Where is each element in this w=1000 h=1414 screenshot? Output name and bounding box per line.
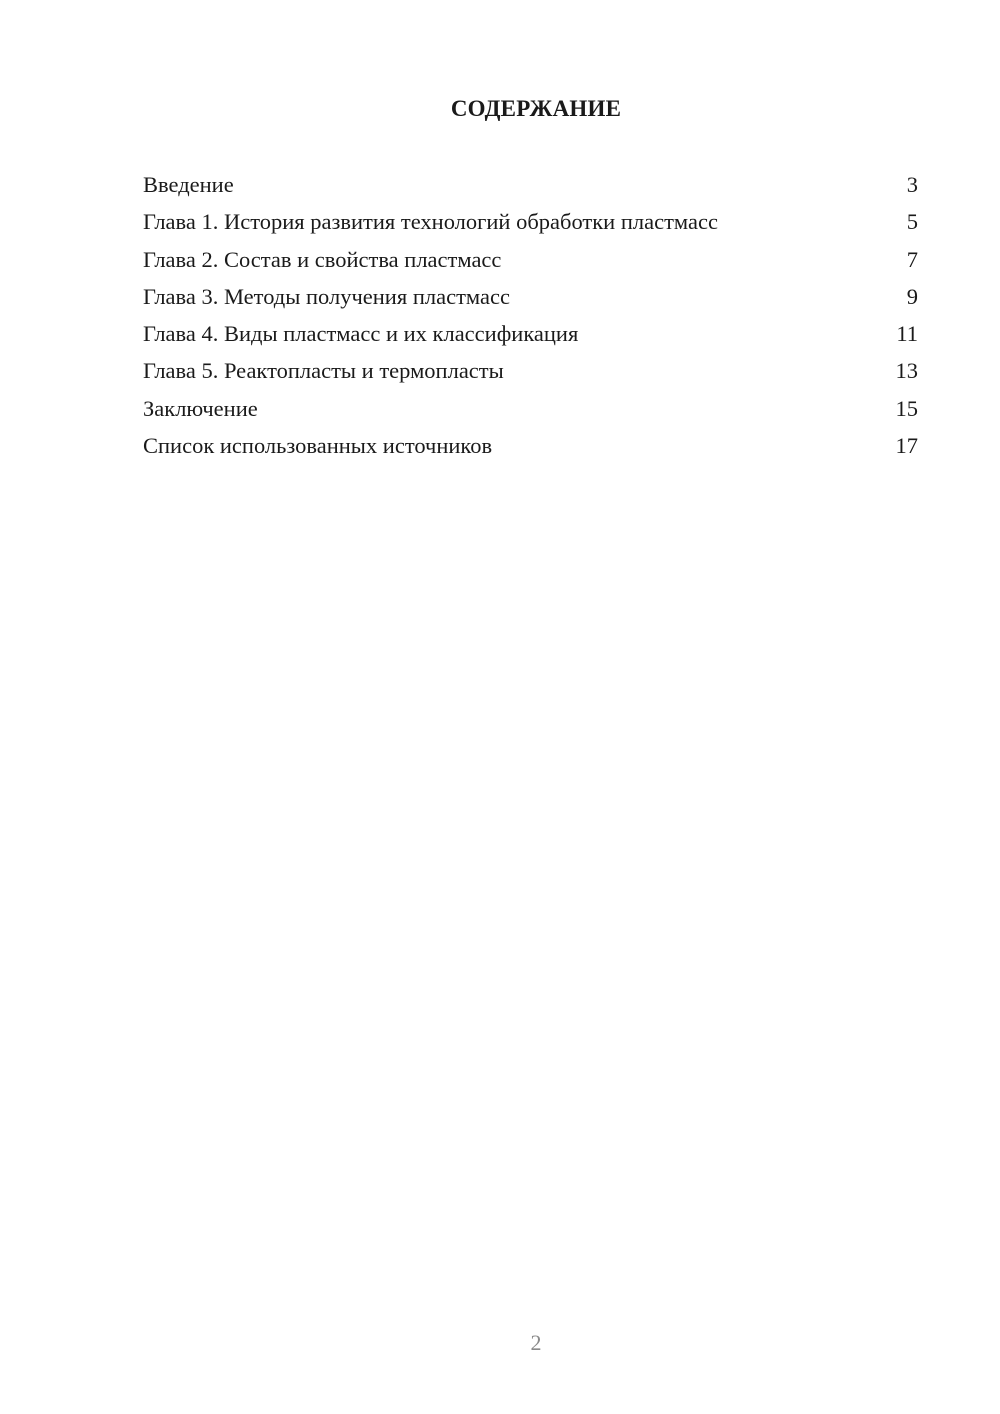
toc-entry-page: 17 [895,433,918,459]
toc-entry-page: 5 [906,209,918,235]
toc-entry-label: Введение [143,172,234,197]
toc-entry-page: 13 [895,358,918,384]
toc-entry-label: Глава 3. Методы получения пластмасс [143,283,510,309]
table-of-contents [143,166,918,464]
toc-entry-label: Список использованных источников [143,433,493,459]
page-title: СОДЕРЖАНИЕ [450,96,622,121]
toc-entry-page: 11 [896,321,918,347]
toc-entry-page: 7 [906,246,918,272]
toc-entry-label: Глава 5. Реактопласты и термопласты [143,358,504,384]
toc-entry-chapter-1[interactable] [143,203,918,240]
toc-entry-page: 9 [906,283,918,309]
toc-entry-label: Глава 2. Состав и свойства пластмасс [143,246,502,272]
toc-entry-chapter-2[interactable] [143,241,918,278]
toc-entry-label: Заключение [143,395,258,421]
toc-entry-label: Глава 1. История развития технологий обработки пластмасс [143,209,718,235]
toc-entry-chapter-4[interactable] [143,315,918,352]
toc-entry-chapter-5[interactable] [143,352,918,389]
page-number: 2 [530,1330,542,1355]
toc-entry-conclusion[interactable] [143,390,918,427]
toc-entry-references[interactable] [143,427,918,464]
toc-entry-chapter-3[interactable] [143,278,918,315]
toc-entry-page: 15 [895,395,918,421]
toc-entry-introduction[interactable] [143,166,918,203]
toc-entry-label: Глава 4. Виды пластмасс и их классификация [143,321,579,347]
toc-entry-page: 3 [906,172,918,197]
